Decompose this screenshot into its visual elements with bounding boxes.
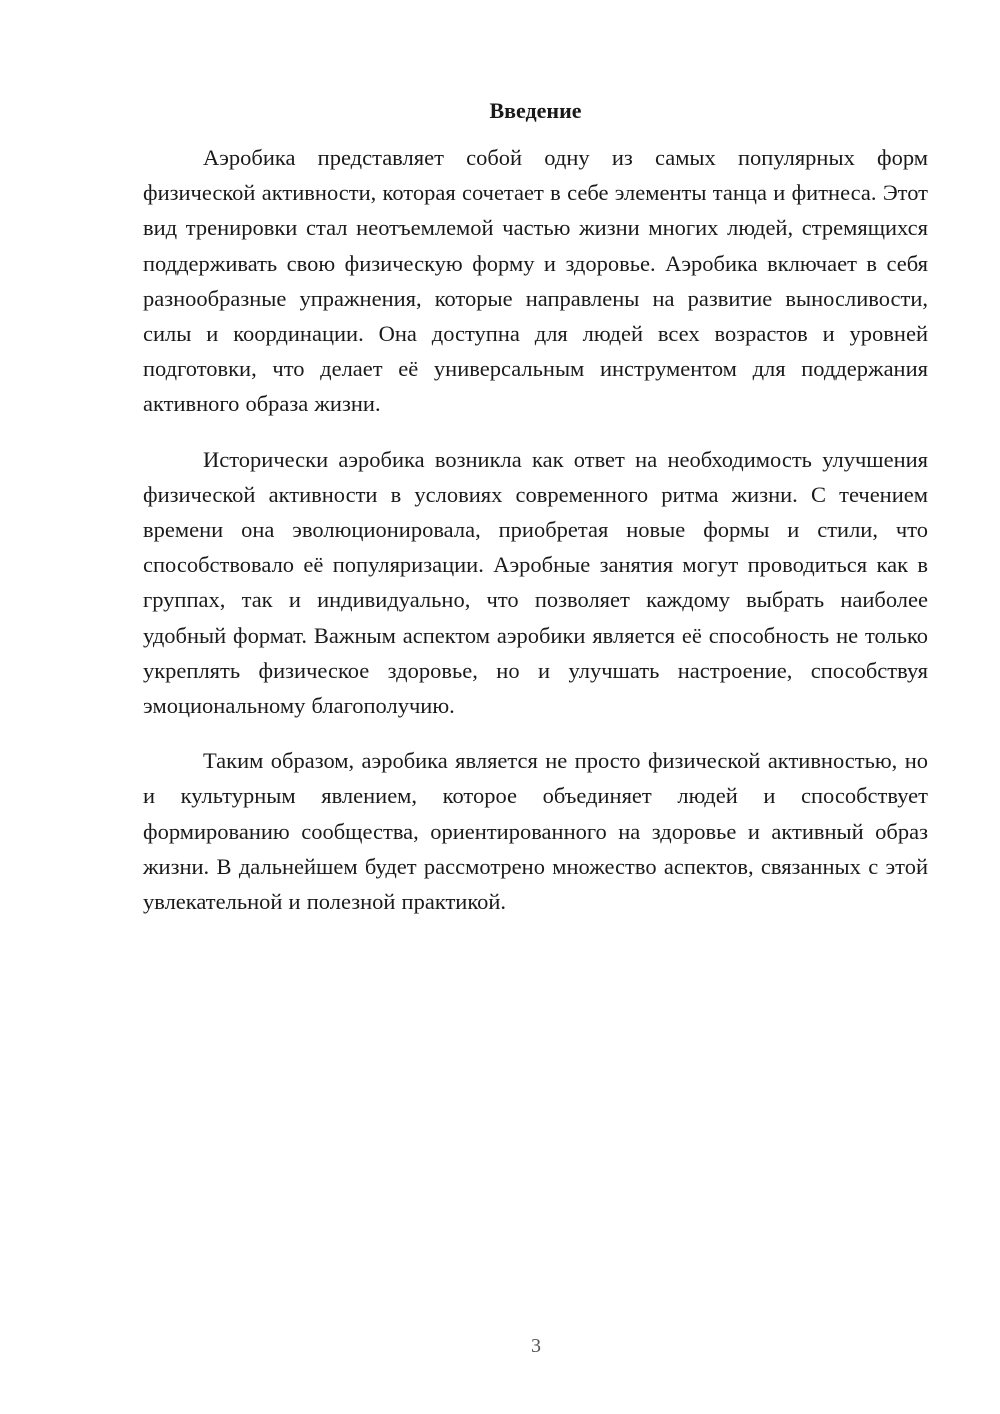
page-number: 3 xyxy=(531,1335,541,1357)
section-heading: Введение xyxy=(489,98,582,123)
page-content xyxy=(143,96,928,939)
paragraph-3: Таким образом, аэробика является не просто физической активностью, но и культурным явлением, которое объединяет людей и способствует формированию сообщества, ориентированного на здоровье и активный образ жизни. В дальнейшем будет рассмотрено множество аспектов, связанных с этой увлекательной и полезной практикой. xyxy=(143,748,928,915)
paragraph-2: Исторически аэробика возникла как ответ на необходимость улучшения физической активности в условиях современного ритма жизни. С течением времени она эволюционировала, приобретая новые формы и стили, что способствовало её популяризации. Аэробные занятия могут проводиться как в группах, так и индивидуально, что позволяет каждому выбрать наиболее удобный формат. Важным аспектом аэробики является её способность не только укреплять физическое здоровье, но и улучшать настроение, способствуя эмоциональному благополучию. xyxy=(143,446,928,719)
paragraph-1: Аэробика представляет собой одну из самых популярных форм физической активности, которая сочетает в себе элементы танца и фитнеса. Этот вид тренировки стал неотъемлемой частью жизни многих людей, стремящихся поддерживать свою физическую форму и здоровье. Аэробика включает в себя разнообразные упражнения, которые направлены на развитие выносливости, силы и координации. Она доступна для людей всех возрастов и уровней подготовки, что делает её универсальным инструментом для поддержания активного образа жизни. xyxy=(143,145,928,417)
